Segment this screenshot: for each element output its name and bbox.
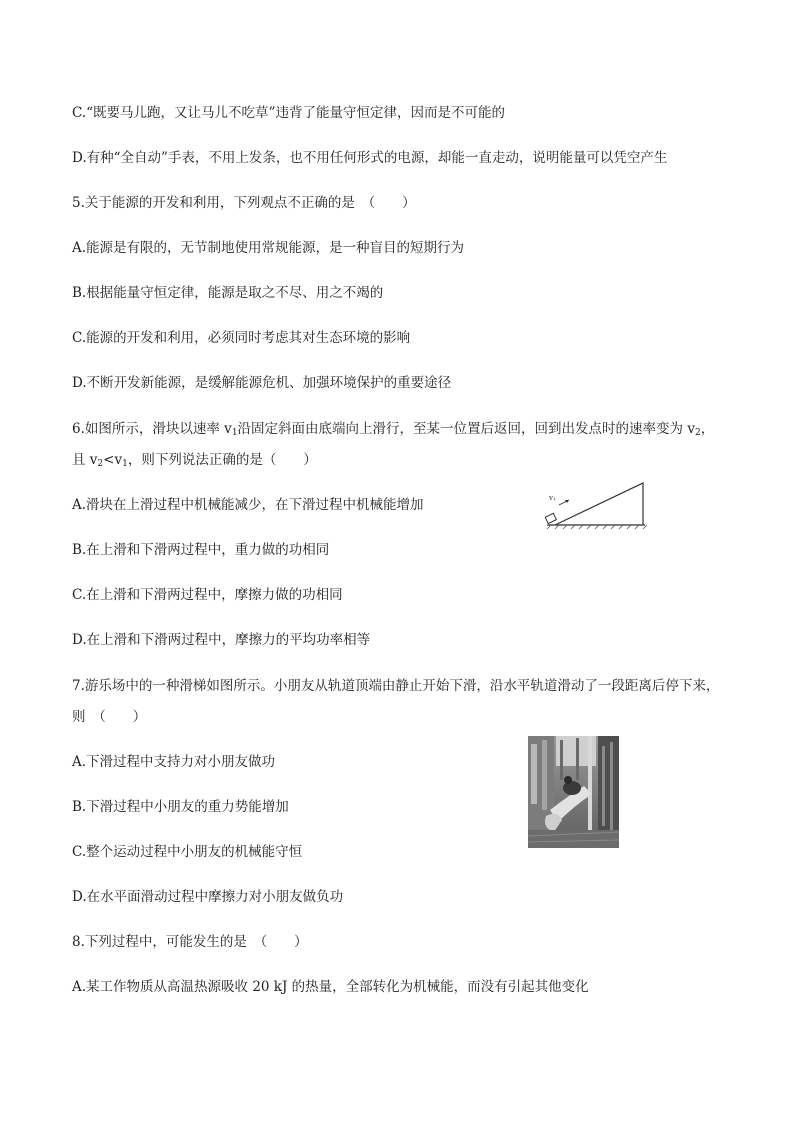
q5-stem: 5.关于能源的开发和利用，下列观点不正确的是 （ ） bbox=[72, 195, 416, 211]
q6-stem1-pre: 6.如图所示，滑块以速率 v bbox=[72, 421, 232, 437]
q6-stem1-mid: 沿固定斜面由底端向上滑行，至某一位置后返回，回到出发点时的速率变为 v bbox=[237, 421, 695, 437]
q6-option-a: A.滑块在上滑过程中机械能减少，在下滑过程中机械能增加 bbox=[72, 497, 424, 513]
q6-stem2-mid: <v bbox=[103, 452, 123, 468]
q7-stem-line2: 则 （ ） bbox=[72, 709, 147, 725]
incline-slope bbox=[555, 483, 643, 525]
q8-stem: 8.下列过程中，可能发生的是 （ ） bbox=[72, 934, 308, 950]
q4-option-d: D.有种“全自动”手表，不用上发条，也不用任何形式的电源，却能一直走动，说明能量可以凭空产生 bbox=[72, 150, 668, 166]
velocity-label: v₁ bbox=[549, 494, 556, 502]
incline-figure bbox=[535, 480, 655, 530]
q7-option-c: C.整个运动过程中小朋友的机械能守恒 bbox=[72, 844, 303, 860]
q6-sub-1b: 1 bbox=[122, 459, 128, 469]
q5-option-d: D.不断开发新能源，是缓解能源危机、加强环境保护的重要途径 bbox=[72, 375, 452, 391]
slide-photo bbox=[528, 736, 619, 848]
q7-stem-line1: 7.游乐场中的一种滑梯如图所示。小朋友从轨道顶端由静止开始下滑，沿水平轨道滑动了一段距离后停下来， bbox=[72, 678, 720, 694]
slider-block bbox=[545, 513, 556, 523]
q6-stem2-pre: 且 v bbox=[72, 452, 98, 468]
q6-stem-line1 bbox=[72, 420, 714, 442]
q7-option-a: A.下滑过程中支持力对小朋友做功 bbox=[72, 754, 276, 770]
q6-option-b: B.在上滑和下滑两过程中，重力做的功相同 bbox=[72, 542, 330, 558]
q7-option-b: B.下滑过程中小朋友的重力势能增加 bbox=[72, 799, 289, 815]
q6-stem1-end: ， bbox=[700, 421, 715, 437]
q6-sub-2a: 2 bbox=[694, 428, 701, 438]
q6-stem-line2 bbox=[72, 451, 317, 473]
q6-sub-1a: 1 bbox=[231, 428, 238, 438]
q7-option-d: D.在水平面滑动过程中摩擦力对小朋友做负功 bbox=[72, 889, 344, 905]
q6-sub-2b: 2 bbox=[97, 459, 104, 469]
q5-option-b: B.根据能量守恒定律，能源是取之不尽、用之不竭的 bbox=[72, 285, 384, 301]
q5-option-c: C.能源的开发和利用，必须同时考虑其对生态环境的影响 bbox=[72, 330, 411, 346]
q8-option-a: A.某工作物质从高温热源吸收 20 kJ 的热量，全部转化为机械能，而没有引起其他变化 bbox=[72, 979, 589, 995]
q5-option-a: A.能源是有限的，无节制地使用常规能源，是一种盲目的短期行为 bbox=[72, 240, 465, 256]
q4-option-c: C.“既要马儿跑，又让马儿不吃草”违背了能量守恒定律，因而是不可能的 bbox=[72, 105, 505, 121]
q6-stem2-end: ，则下列说法正确的是（ ） bbox=[127, 452, 317, 468]
q6-option-d: D.在上滑和下滑两过程中，摩擦力的平均功率相等 bbox=[72, 632, 371, 648]
q6-option-c: C.在上滑和下滑两过程中，摩擦力做的功相同 bbox=[72, 587, 343, 603]
